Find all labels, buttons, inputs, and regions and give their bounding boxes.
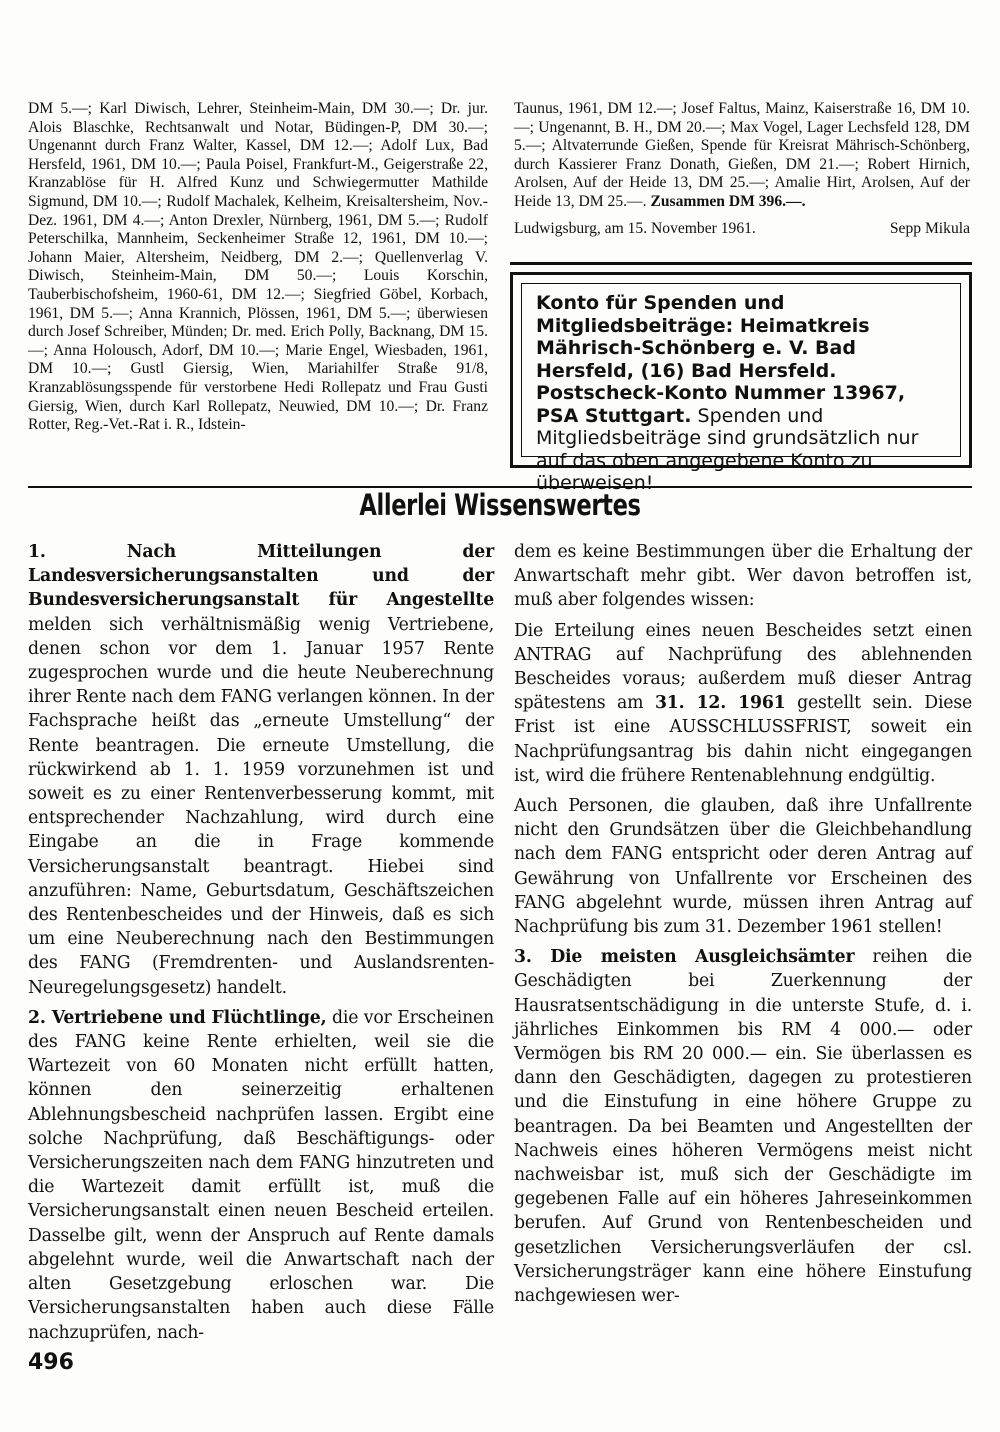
antrag-text-b: gestellt sein. Diese Frist ist eine AUSSCHLUSSFRIST, soweit ein Nachprüfungsantrag bis dahin nicht eingegangen ist, wird die frühere Rentenablehnung endgültig.	[514, 693, 973, 786]
signature: Sepp Mikula	[889, 219, 970, 237]
donor-list-continuation	[514, 100, 970, 212]
paragraph-1-text: melden sich verhältnismäßig wenig Vertriebene, denen schon vor dem 1. Januar 1957 Rente zugesprochen wurde und die heute Neuberechnung ihrer Rente nach dem FANG verlangen können. In der Fachsprache heißt das „erneute Umstellung“ der Rente beantragen. Die erneute Umstellung, die rückwirkend ab 1. 1. 1959 vorzunehmen ist und soweit es zu einer Rentenverbesserung kommt, mit entsprechender Nachzahlung, wird durch eine Eingabe an die in Frage kommende Versicherungsanstalt beantragt. Hiebei sind anzuführen: Name, Geburtsdatum, Geschäftszeichen des Rentenbescheides und der Hinweis, daß es sich um eine Neuberechnung nach den Bestimmungen des FANG (Fremdrenten- und Auslandsrenten-Neuregelungsgesetz) handelt.	[28, 614, 494, 998]
article-right-column	[514, 540, 972, 1314]
account-info-box	[510, 272, 972, 494]
article-paragraph-2-cont: dem es keine Bestimmungen über die Erhaltung der Anwartschaft mehr gibt. Wer davon betroffen ist, muß aber folgendes wissen:	[514, 542, 972, 611]
paragraph-2-text: die vor Erscheinen des FANG keine Rente erhielten, weil sie die Wartezeit von 60 Monaten nicht erfüllt hatten, können den seinerzeitig erhaltenen Ablehnungsbescheid nachprüfen lassen. Ergibt eine solche Nachprüfung, daß Beschäftigungs- oder Versicherungszeiten nach dem FANG hinzutreten und die Wartezeit damit erfüllt ist, muß die Versicherungsanstalt einen neuen Bescheid erteilen. Dasselbe gilt, wenn der Anspruch auf Rente damals abgelehnt wurde, weil die Anwartschaft nach der alten Gesetzgebung erloschen war. Die Versicherungsanstalten haben auch diese Fälle nachzuprüfen, nach-	[28, 1007, 494, 1343]
divider-rule	[510, 262, 972, 265]
donor-list-text: DM 5.—; Karl Diwisch, Lehrer, Steinheim-Main, DM 30.—; Dr. jur. Alois Blaschke, Rechtsanwalt und Notar, Büdingen-P, DM 30.—; Ungenannt durch Franz Walter, Kassel, DM 12.—; Adolf Lux, Bad Hersfeld, 1961, DM 10.—; Paula Poisel, Frankfurt-M., Geigerstraße 22, Kranzablöse für H. Alfred Kunz und Schwiegermutter Mathilde Sigmund, DM 10.—; Rudolf Machalek, Kelheim, Kreisaltersheim, Nov.-Dez. 1961, DM 4.—; Anton Drexler, Nürnberg, 1961, DM 5.—; Rudolf Peterschilka, Mannheim, Seckenheimer Straße 12, 1961, DM 10.—; Johann Maier, Altersheim, Neidberg, DM 2.—; Quellenverlag V. Diwisch, Steinheim-Main, DM 50.—; Louis Korschin, Tauberbischofsheim, 1960-61, DM 12.—; Siegfried Göbel, Korbach, 1961, DM 5.—; Anna Krannich, Plössen, 1961, DM 5.—; überwiesen durch Josef Schreiber, Münden; Dr. med. Erich Polly, Backnang, DM 15.—; Anna Holousch, Adorf, DM 10.—; Marie Engel, Wiesbaden, 1961, DM 10.—; Gustl Giersig, Wien, Mariahilfer Straße 91/8, Kranzablösungsspende für verstorbene Hedi Rollepatz und Frau Gusti Giersig, Wien, durch Karl Rollepatz, Neuwied, DM 10.—; Dr. Franz Rotter, Reg.-Vet.-Rat i. R., Idstein-	[28, 100, 488, 434]
article-paragraph-unfallrente: Auch Personen, die glauben, daß ihre Unfallrente nicht den Grundsätzen über die Gleichbehandlung nach dem FANG entspricht oder deren Antrag auf Gewährung von Unfallrente vor Erscheinen des FANG abgelehnt wurde, müssen ihren Antrag auf Nachprüfung bis zum 31. Dezember 1961 stellen!	[514, 796, 972, 938]
donor-list-text-continued: Taunus, 1961, DM 12.—; Josef Faltus, Mainz, Kaiserstraße 16, DM 10.—; Ungenannt, B. H., DM 20.—; Max Vogel, Lager Lechsfeld 128, DM 5.—; Altvaterrunde Gießen, Spende für Kreisrat Mährisch-Schönberg, durch Kassierer Franz Donath, Gießen, DM 21.—; Robert Hirnich, Arolsen, Auf der Heide 13, DM 25.—; Amalie Hirt, Arolsen, Auf der Heide 13, DM 25.—.	[514, 100, 970, 210]
article-paragraph-3	[514, 945, 972, 1308]
donation-total: Zusammen DM 396.—.	[650, 192, 806, 210]
article-paragraph-antrag	[514, 619, 972, 788]
paragraph-3-lead: 3. Die meisten Ausgleichsämter	[514, 947, 855, 968]
article-paragraph-1	[28, 540, 494, 1000]
donor-list-right-column	[514, 100, 970, 238]
article-left-column	[28, 540, 494, 1351]
place-date: Ludwigsburg, am 15. November 1961.	[514, 219, 756, 237]
account-info-inner	[521, 283, 961, 494]
account-info-note: Spenden und Mitgliedsbeiträge sind grundsätzlich nur auf das oben angegebene Konto zu überweisen!	[536, 404, 919, 494]
deadline-date: 31. 12. 1961	[654, 693, 786, 714]
signature-line	[514, 220, 970, 239]
account-info-bold: Konto für Spenden und Mitgliedsbeiträge: Heimatkreis Mährisch-Schönberg e. V. Bad Hersfeld, (16) Bad Hersfeld. Postscheck-Konto Nummer 13967, PSA Stuttgart.	[536, 292, 906, 427]
paragraph-1-lead: 1. Nach Mitteilungen der Landesversicherungsanstalten und der Bundesversicherungsanstalt für Angestellte	[28, 542, 494, 611]
article-paragraph-2	[28, 1006, 494, 1345]
page-number: 496	[28, 1350, 74, 1375]
donor-list-left-column	[28, 100, 488, 443]
paragraph-2-lead: 2. Vertriebene und Flüchtlinge,	[28, 1007, 327, 1028]
paragraph-3-text: reihen die Geschädigten bei Zuerkennung der Hausratsentschädigung in die unterste Stufe, d. i. jährliches Einkommen bis RM 4 000.— oder Vermögen bis RM 20 000.— ein. Sie überlassen es dann den Geschädigten, dagegen zu protestieren und die Einstufung in eine höhere Gruppe zu beantragen. Da bei Beamten und Angestellten der Nachweis eines höheren Vermögens meist nicht nachweisbar ist, muß sich der Geschädigte im gegebenen Falle auf ein höheres Jahreseinkommen berufen. Auf Grund von Rentenbescheiden und gesetzlichen Versicherungsverläufen der csl. Versicherungsträger kann eine höhere Einstufung nachgewiesen wer-	[514, 947, 973, 1307]
antrag-text-a: Die Erteilung eines neuen Bescheides setzt einen ANTRAG auf Nachprüfung des ablehnenden Bescheides voraus; außerdem muß dieser Antrag spätestens am	[514, 620, 972, 714]
section-title: Allerlei Wissenswertes	[359, 488, 641, 522]
